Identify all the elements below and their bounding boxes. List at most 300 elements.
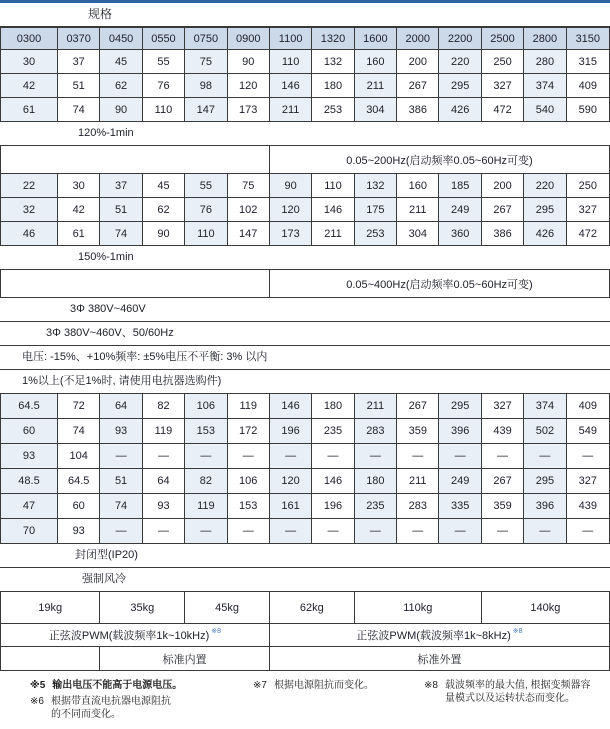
- cell-text: 1100: [278, 32, 303, 45]
- cell-text: 211: [408, 475, 427, 487]
- table-cell: [270, 469, 312, 493]
- table-cell: [312, 469, 354, 493]
- table-cell: [355, 469, 397, 493]
- capacity-row: [0, 222, 610, 246]
- cell-text: 64.5: [67, 475, 90, 487]
- cell-text: 253: [323, 103, 343, 116]
- column-header: [524, 28, 566, 49]
- table-cell: [100, 222, 142, 245]
- cell-text: 267: [493, 475, 512, 487]
- cell-text: 60: [22, 425, 36, 437]
- table-cell: [1, 624, 270, 646]
- table-cell: [143, 198, 185, 221]
- table-cell: [270, 50, 312, 73]
- cell-text: 74: [72, 103, 85, 116]
- cell-text: 267: [408, 79, 427, 92]
- table-cell: [185, 222, 227, 245]
- cell-text: 48.5: [18, 475, 40, 487]
- table-cell: [439, 519, 481, 543]
- table-cell: [1, 198, 58, 221]
- cell-text: —: [327, 450, 339, 462]
- cell-text: 211: [324, 227, 342, 240]
- table-cell: [567, 74, 609, 97]
- cell-text: 146: [281, 400, 300, 412]
- table-cell: [567, 469, 609, 493]
- table-cell: [439, 394, 481, 418]
- table-cell: [58, 50, 100, 73]
- table-cell: [439, 419, 481, 443]
- table-cell: [1, 50, 58, 73]
- table-cell: [143, 494, 185, 518]
- voltage-freq-label-row: 3Φ 380V~460V、50/60Hz: [0, 322, 610, 346]
- cell-text: 175: [366, 203, 385, 216]
- cell-text: 180: [323, 400, 343, 412]
- footnote-text: 根据电源阻抗而变化。: [273, 680, 374, 691]
- cell-text: 37: [114, 179, 128, 192]
- footnote: [30, 695, 179, 721]
- cell-text: 211: [281, 103, 300, 116]
- table-cell: [524, 98, 566, 121]
- cell-text: —: [242, 450, 254, 462]
- cell-text: 62: [157, 203, 170, 216]
- table-cell: [1, 222, 58, 245]
- cell-text: 386: [408, 103, 427, 116]
- cell-text: 267: [408, 400, 427, 412]
- table-cell: [397, 494, 439, 518]
- cell-text: 74: [114, 227, 128, 240]
- table-cell: [58, 222, 100, 245]
- table-cell: [1, 519, 58, 543]
- cell-text: 2200: [447, 32, 473, 45]
- cell-text: 153: [239, 500, 258, 512]
- cell-text: 标准外置: [417, 653, 462, 666]
- table-cell: [355, 444, 397, 468]
- cell-text: 295: [535, 475, 555, 487]
- table-cell: [355, 592, 482, 623]
- cell-text: —: [497, 450, 509, 462]
- table-cell: [482, 50, 524, 73]
- column-header: [355, 28, 397, 49]
- spec-table: [0, 3, 610, 671]
- cell-text: 61: [22, 103, 36, 116]
- cell-text: 35kg: [130, 601, 155, 614]
- cell-text: 51: [72, 79, 85, 92]
- table-cell: [270, 444, 312, 468]
- table-cell: [524, 419, 566, 443]
- impedance-label-row: 1%以上(不足1%时, 请使用电抗器选购件): [0, 370, 610, 394]
- cell-text: 42: [72, 203, 85, 216]
- table-cell: [270, 419, 312, 443]
- table-cell: [397, 74, 439, 97]
- cell-text: 75: [199, 55, 212, 68]
- cell-text: 386: [493, 227, 512, 240]
- cell-text: —: [412, 525, 424, 537]
- cell-text: 0900: [235, 32, 261, 45]
- footnote-marker: ※5: [30, 680, 46, 691]
- table-cell: [397, 198, 439, 221]
- cell-text: 74: [72, 425, 85, 437]
- table-cell: [355, 98, 397, 121]
- cell-text: 211: [408, 203, 427, 216]
- table-cell: [228, 469, 270, 493]
- cell-text: —: [242, 525, 254, 537]
- table-cell: [100, 174, 142, 197]
- cell-text: —: [369, 525, 381, 537]
- table-cell: [567, 198, 609, 221]
- column-header: [270, 28, 312, 49]
- cell-text: —: [157, 450, 169, 462]
- table-cell: [185, 469, 227, 493]
- current-row: [0, 494, 610, 519]
- table-cell: [312, 98, 354, 121]
- table-cell: [482, 494, 524, 518]
- cell-text: 235: [366, 500, 385, 512]
- table-cell: [439, 444, 481, 468]
- cell-text: 180: [323, 79, 343, 92]
- table-cell: [355, 222, 397, 245]
- cell-text: —: [454, 525, 466, 537]
- cell-text: 409: [578, 400, 597, 412]
- cell-text: 64: [114, 400, 128, 412]
- table-cell: [312, 444, 354, 468]
- capacity-row: [0, 50, 610, 74]
- table-cell: [1, 74, 58, 97]
- cell-text: 2000: [405, 32, 430, 45]
- cell-text: 标准内置: [162, 653, 207, 666]
- footnote: [424, 679, 595, 705]
- cell-text: 75: [242, 179, 255, 192]
- table-cell: [355, 394, 397, 418]
- cell-text: 211: [366, 400, 385, 412]
- cell-text: 295: [535, 203, 555, 216]
- table-cell: [397, 444, 439, 468]
- cell-text: 106: [196, 400, 216, 412]
- table-cell: [143, 444, 185, 468]
- cell-text: 249: [450, 203, 470, 216]
- cell-text: 549: [578, 425, 597, 437]
- table-cell: [482, 74, 524, 97]
- table-cell: [312, 394, 354, 418]
- column-header: [58, 28, 100, 49]
- cell-text: —: [285, 450, 297, 462]
- cell-text: 45kg: [215, 601, 239, 614]
- cell-text: 98: [199, 79, 212, 92]
- cell-text: 304: [366, 103, 385, 116]
- table-cell: [524, 222, 566, 245]
- cell-text: 327: [578, 475, 597, 487]
- cell-text: 250: [493, 55, 512, 68]
- table-cell: [397, 519, 439, 543]
- table-cell: [228, 98, 270, 121]
- table-cell: [524, 50, 566, 73]
- table-cell: [355, 494, 397, 518]
- table-cell: [100, 647, 270, 670]
- cell-text: 120: [239, 79, 258, 92]
- table-cell: [439, 174, 481, 197]
- cell-text: 110: [154, 103, 173, 116]
- cell-text: 30: [72, 179, 85, 192]
- table-cell: [270, 74, 312, 97]
- cell-text: 32: [22, 203, 36, 216]
- cell-text: 160: [366, 55, 385, 68]
- table-cell: [567, 394, 609, 418]
- table-cell: [58, 519, 100, 543]
- table-cell: [100, 444, 142, 468]
- table-cell: [270, 647, 609, 670]
- table-cell: [312, 50, 354, 73]
- cell-text: 119: [154, 425, 173, 437]
- table-cell: [1, 419, 58, 443]
- cell-text: 76: [199, 203, 212, 216]
- cell-text: 60: [72, 500, 85, 512]
- table-cell: [1, 270, 270, 297]
- footnote-marker: ※7: [253, 680, 267, 691]
- column-header: [1, 28, 58, 49]
- tolerance-label-row: 电压: -15%、+10%频率: ±5%电压不平衡: 3% 以内: [0, 346, 610, 370]
- cell-text: 295: [450, 79, 470, 92]
- weight-row: [0, 592, 610, 624]
- cell-text: 93: [114, 425, 128, 437]
- table-cell: [312, 198, 354, 221]
- table-cell: [1, 98, 58, 121]
- enclosure-label-row: 封闭型(IP20): [0, 544, 610, 568]
- cell-text: 280: [535, 55, 555, 68]
- table-cell: [100, 419, 142, 443]
- capacity-row: [0, 174, 610, 198]
- cell-text: 82: [157, 400, 170, 412]
- cell-text: —: [327, 525, 339, 537]
- table-cell: [312, 174, 354, 197]
- table-cell: [185, 444, 227, 468]
- cell-text: 146: [323, 203, 343, 216]
- cell-text: 110: [197, 227, 215, 240]
- table-cell: [270, 222, 312, 245]
- table-cell: [482, 198, 524, 221]
- cell-text: 153: [196, 425, 216, 437]
- column-header: [439, 28, 481, 49]
- cell-text: 211: [366, 79, 385, 92]
- table-cell: [312, 494, 354, 518]
- table-cell: [100, 74, 142, 97]
- cell-text: 335: [450, 500, 470, 512]
- table-cell: [143, 98, 185, 121]
- cell-text: 327: [493, 400, 512, 412]
- table-cell: [270, 494, 312, 518]
- cell-text: 93: [157, 500, 170, 512]
- table-cell: [1, 647, 100, 670]
- cell-text: 1600: [363, 32, 388, 45]
- cell-text: 46: [22, 227, 36, 240]
- table-cell: [524, 74, 566, 97]
- column-header: [185, 28, 227, 49]
- table-cell: [143, 419, 185, 443]
- cell-text: 173: [281, 227, 300, 240]
- footnote-ref: ※8: [211, 627, 222, 635]
- frequency-range-row: [0, 270, 610, 298]
- cell-text: 55: [157, 55, 170, 68]
- table-cell: [397, 419, 439, 443]
- column-header: [100, 28, 142, 49]
- cell-text: 120: [281, 203, 300, 216]
- cell-text: 295: [450, 400, 470, 412]
- table-cell: [185, 50, 227, 73]
- cell-text: 45: [114, 55, 128, 68]
- table-cell: [100, 519, 142, 543]
- table-cell: [524, 444, 566, 468]
- table-cell: [100, 394, 142, 418]
- table-cell: [482, 98, 524, 121]
- cell-text: 200: [408, 55, 427, 68]
- current-row: [0, 469, 610, 494]
- pwm-row: [0, 624, 610, 647]
- cell-text: 正弦波PWM(载波频率1k~10kHz): [48, 630, 210, 642]
- cell-text: 119: [239, 400, 257, 412]
- table-cell: [58, 494, 100, 518]
- cell-text: 51: [114, 475, 128, 487]
- table-cell: [100, 98, 142, 121]
- table-cell: [185, 419, 227, 443]
- cell-text: 220: [450, 55, 470, 68]
- table-cell: [567, 174, 609, 197]
- table-cell: [143, 469, 185, 493]
- cell-text: 146: [281, 79, 300, 92]
- cell-text: 132: [323, 55, 343, 68]
- table-cell: [482, 419, 524, 443]
- table-cell: [1, 592, 100, 623]
- table-cell: [312, 419, 354, 443]
- table-cell: [397, 50, 439, 73]
- table-cell: [58, 174, 100, 197]
- cell-text: 64.5: [18, 400, 40, 412]
- table-cell: [567, 519, 609, 543]
- cell-text: 359: [408, 425, 427, 437]
- cell-text: 396: [450, 425, 470, 437]
- cell-text: 267: [493, 203, 512, 216]
- column-header: [397, 28, 439, 49]
- table-cell: [524, 519, 566, 543]
- cell-text: —: [157, 525, 169, 537]
- cell-text: 64: [157, 475, 170, 487]
- cell-text: 61: [72, 227, 85, 240]
- table-cell: [355, 198, 397, 221]
- cell-text: 119: [197, 500, 215, 512]
- footnote: [30, 679, 252, 692]
- current-row: [0, 444, 610, 469]
- cell-text: 90: [284, 179, 297, 192]
- table-cell: [58, 74, 100, 97]
- table-cell: [185, 519, 227, 543]
- table-cell: [270, 198, 312, 221]
- cell-text: 132: [366, 179, 385, 192]
- cell-text: 正弦波PWM(载波频率1k~8kHz): [356, 630, 511, 642]
- table-cell: [524, 174, 566, 197]
- table-cell: [482, 469, 524, 493]
- table-cell: [567, 98, 609, 121]
- table-cell: [100, 198, 142, 221]
- cell-text: 0450: [108, 32, 134, 45]
- table-cell: [524, 469, 566, 493]
- table-cell: [58, 198, 100, 221]
- table-cell: [100, 469, 142, 493]
- table-cell: [270, 519, 312, 543]
- cell-text: 37: [72, 55, 85, 68]
- table-cell: [524, 494, 566, 518]
- table-cell: [482, 592, 609, 623]
- table-cell: [270, 592, 355, 623]
- table-cell: [1, 394, 58, 418]
- frequency-range-row: [0, 146, 610, 174]
- cell-text: 146: [323, 475, 343, 487]
- cell-text: 72: [72, 400, 85, 412]
- table-cell: [228, 444, 270, 468]
- cell-text: —: [582, 450, 594, 462]
- cell-text: —: [369, 450, 381, 462]
- table-cell: [100, 592, 185, 623]
- cell-text: 161: [281, 500, 300, 512]
- cell-text: 374: [535, 79, 555, 92]
- table-cell: [270, 98, 312, 121]
- spec-title: 规格: [88, 7, 113, 21]
- table-cell: [143, 222, 185, 245]
- table-cell: [312, 519, 354, 543]
- table-cell: [228, 74, 270, 97]
- cell-text: 82: [199, 475, 212, 487]
- table-cell: [312, 222, 354, 245]
- table-cell: [143, 394, 185, 418]
- cell-text: 51: [114, 203, 128, 216]
- table-cell: [58, 98, 100, 121]
- cell-text: 90: [157, 227, 170, 240]
- cell-text: —: [115, 450, 127, 462]
- cell-text: 327: [493, 79, 512, 92]
- cell-text: 110: [324, 179, 342, 192]
- table-cell: [439, 50, 481, 73]
- cell-text: 304: [408, 227, 427, 240]
- cell-text: 62: [114, 79, 128, 92]
- cell-text: 3150: [575, 32, 601, 45]
- current-row: [0, 519, 610, 544]
- table-cell: [270, 270, 609, 297]
- column-header: [482, 28, 524, 49]
- footnote: [253, 679, 434, 692]
- cell-text: 147: [196, 103, 216, 116]
- footnote-text: 输出电压不能高于电源电压。: [52, 680, 183, 691]
- footnote-marker: ※6: [30, 696, 44, 707]
- column-header: [228, 28, 270, 49]
- model-header-row: [0, 26, 610, 50]
- cell-text: —: [200, 525, 212, 537]
- table-cell: [228, 519, 270, 543]
- cell-text: 74: [114, 500, 128, 512]
- table-cell: [270, 146, 609, 173]
- table-cell: [1, 469, 58, 493]
- table-cell: [58, 469, 100, 493]
- cell-text: 196: [323, 500, 343, 512]
- cell-text: 200: [493, 179, 512, 192]
- table-cell: [185, 198, 227, 221]
- cell-text: —: [115, 525, 127, 537]
- cell-text: 90: [114, 103, 128, 116]
- cell-text: 102: [239, 203, 258, 216]
- footnote-text: 载波频率的最大值, 根据变频器容量模式以及运转状态而变化。: [444, 680, 591, 704]
- footnote-marker: ※8: [424, 680, 438, 691]
- cell-text: —: [412, 450, 424, 462]
- table-cell: [270, 174, 312, 197]
- table-cell: [439, 74, 481, 97]
- cell-text: 327: [578, 203, 597, 216]
- table-cell: [143, 174, 185, 197]
- cell-text: 45: [157, 179, 170, 192]
